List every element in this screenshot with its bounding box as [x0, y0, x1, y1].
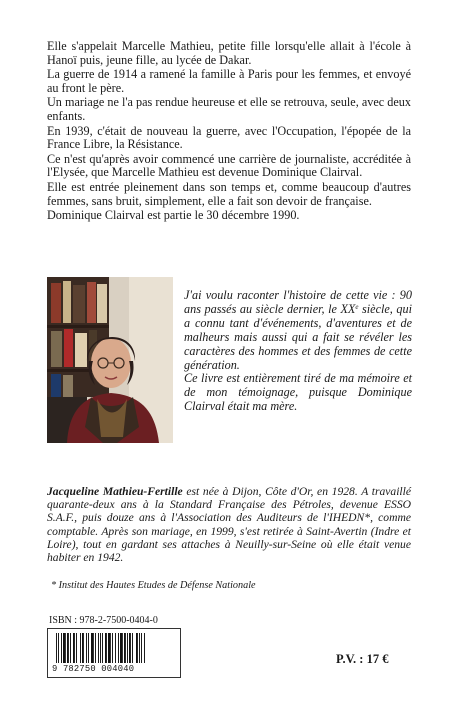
barcode-bar: [141, 633, 142, 663]
barcode-bar: [67, 633, 69, 663]
barcode-bar: [136, 633, 138, 663]
barcode-bars: [56, 633, 172, 663]
barcode-bar: [70, 633, 71, 663]
century-superscript: e: [355, 302, 359, 311]
barcode-bar: [124, 633, 126, 663]
barcode-bar: [91, 633, 94, 663]
author-quote: [184, 289, 412, 414]
barcode-bar: [98, 633, 99, 663]
barcode-bar: [132, 633, 133, 663]
barcode-bar: [102, 633, 103, 663]
intro-paragraph: Elle est entrée pleinement dans son temps et, comme beaucoup d'autres femmes, sans bruit, simplement, elle a fait son devoir de française.: [47, 179, 411, 208]
barcode-bar: [63, 633, 66, 663]
quote-text: J'ai voulu raconter l'histoire de cette vie : 90 ans passés au siècle dernier, le XX: [184, 288, 412, 316]
barcode-bar: [95, 633, 96, 663]
bio-paragraph: [47, 485, 411, 564]
intro-paragraph: Dominique Clairval est partie le 30 décembre 1990.: [47, 208, 300, 223]
barcode-bar: [56, 633, 57, 663]
quote-paragraph-1: [184, 289, 412, 372]
barcode-bar: [82, 633, 84, 663]
barcode-bar: [100, 633, 101, 663]
intro-paragraph: Ce n'est qu'après avoir commencé une carrière de journaliste, accréditée à l'Elysée, que Marcelle Mathieu est devenue Dominique Clairval.: [47, 151, 411, 180]
barcode-bar: [61, 633, 62, 663]
barcode-bar: [80, 633, 81, 663]
barcode-bar: [115, 633, 116, 663]
quote-text: siècle, qui a connu tant d'événements, d'aventures et de malheurs mais aussi qui a fait se révéler les caractères des hommes et des femmes de cette génération.: [184, 301, 412, 372]
barcode-bar: [76, 633, 77, 663]
barcode-bar: [127, 633, 128, 663]
intro-paragraph: En 1939, c'était de nouveau la guerre, avec l'Occupation, l'épopée de la France Libre, la Résistance.: [47, 123, 411, 152]
barcode-bar: [112, 633, 113, 663]
barcode-bar: [139, 633, 140, 663]
intro-paragraph: Un mariage ne l'a pas rendue heureuse et elle se retrouva, seule, avec deux enfants.: [47, 95, 411, 123]
bio-text: est née à Dijon, Côte d'Or, en 1928. A travaillé quarante-deux ans à la Standard Française des Pétroles, devenue ESSO S.A.F., puis douze ans à l'Association des Auditeurs de l'IHEDN*, comme comptable. Après son mariage, en 1999, s'est retirée à Saint-Avertin (Indre et Loire), tout en gardant ses attaches à Neuilly-sur-Seine où elle était venue habiter en 1942.: [47, 485, 412, 565]
barcode-digits: 9 782750 004040: [52, 664, 135, 674]
barcode-bar: [86, 633, 87, 663]
barcode: [47, 628, 181, 678]
author-biography: [47, 485, 411, 564]
barcode-bar: [129, 633, 131, 663]
barcode-bar: [118, 633, 119, 663]
footnote: * Institut des Hautes Etudes de Défense Nationale: [51, 580, 256, 591]
barcode-bar: [108, 633, 111, 663]
barcode-bar: [144, 633, 145, 663]
barcode-bar: [73, 633, 75, 663]
quote-paragraph-2: Ce livre est entièrement tiré de ma mémoire et de mon témoignage, puisque Dominique Clairval était ma mère.: [184, 371, 412, 414]
intro-paragraph: Elle s'appelait Marcelle Mathieu, petite fille lorsqu'elle allait à l'école à Hanoï puis, jeune fille, au lycée de Dakar.: [47, 39, 411, 67]
barcode-bar: [58, 633, 59, 663]
barcode-bar: [105, 633, 107, 663]
intro-paragraph: La guerre de 1914 a ramené la famille à Paris pour les femmes, et envoyé au front le père.: [47, 67, 411, 95]
barcode-bar: [88, 633, 89, 663]
isbn-label: ISBN : 978-2-7500-0404-0: [49, 615, 158, 626]
price-label: P.V. : 17 €: [336, 652, 389, 666]
barcode-bar: [120, 633, 123, 663]
author-portrait-photo: [47, 277, 173, 443]
author-name: Jacqueline Mathieu-Fertille: [47, 485, 183, 498]
intro-text: [47, 40, 411, 224]
